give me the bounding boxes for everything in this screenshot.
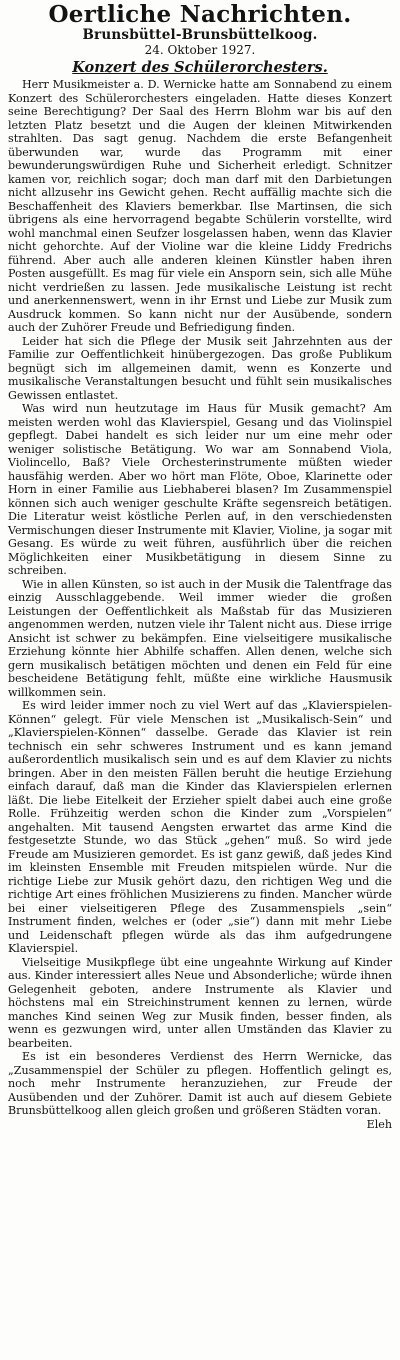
article-paragraph: Es ist ein besonderes Verdienst des Herrn Wernicke, das „Zusammenspiel der Schüler zu pflegen. Hoffentlich gelingt es, noch mehr Instrumente heranzuziehen, zur Freude der Ausübenden und der Zuhörer. Damit ist auch auf diesem Gebiete Brunsbüttelkoog allen gleich großen und größeren Städten voran.: [8, 1050, 392, 1117]
section-heading: Oertliche Nachrichten.: [48, 1, 352, 28]
date-line: 24. Oktober 1927.: [144, 43, 256, 57]
article-paragraph: Es wird leider immer noch zu viel Wert auf das „Klavierspielen-Können“ gelegt. Für viele Menschen ist „Musikalisch-Sein“ und „Klavierspielen-Können“ dasselbe. Gerade das Klavier ist rein technisch ein sehr schweres Instrument und es kann jemand außerordentlich musikalisch sein und es auf dem Klavier zu nichts bringen. Aber in den meisten Fällen beruht die heutige Erziehung einfach darauf, daß man die Kinder das Klavierspielen erlernen läßt. Die liebe Eitelkeit der Erzieher spielt dabei auch eine große Rolle. Frühzeitig werden schon die Kinder zum „Vorspielen“ angehalten. Mit tausend Aengsten erwartet das arme Kind die festgesetzte Stunde, wo das Stück „gehen“ muß. So wird jede Freude am Musizieren gemordet. Es ist ganz gewiß, daß jedes Kind im kleinsten Ensemble mit Freuden mitspielen würde. Nur die richtige Liebe zur Musik gehört dazu, den richtigen Weg und die richtige Art eines fröhlichen Musizierens zu finden. Mancher würde bei einer vielseitigeren Pflege des Zusammenspiels „sein“ Instrument finden, welches er (oder „sie“) dann mit mehr Liebe und Leidenschaft pflegen würde als das ihm aufgedrungene Klavierspiel.: [8, 699, 392, 955]
place-line: Brunsbüttel-Brunsbüttelkoog.: [82, 27, 318, 43]
article-paragraph: Herr Musikmeister a. D. Wernicke hatte am Sonnabend zu einem Konzert des Schülerorchesters eingeladen. Hatte dieses Konzert seine Berechtigung? Der Saal des Herrn Blohm war bis auf den letzten Platz besetzt und die Augen der kleinen Mitwirkenden strahlten. Das sagt genug. Nachdem die erste Befangenheit überwunden war, wurde das Programm mit einer bewunderungswürdigen Ruhe und Sicherheit erledigt. Schnitzer kamen vor, reichlich sogar; doch man darf mit den Darbietungen nicht allzusehr ins Gewicht gehen. Recht auffällig machte sich die Beschaffenheit des Klaviers bemerkbar. Ilse Martinsen, die sich übrigens als eine hervorragend begabte Schülerin vorstellte, wird wohl manchmal einen Seufzer losgelassen haben, wenn das Klavier nicht gehorchte. Auf der Violine war die kleine Liddy Fredrichs führend. Aber auch alle anderen kleinen Künstler haben ihren Posten ausgefüllt. Es mag für viele ein Ansporn sein, sich alle Mühe nicht verdrießen zu lassen. Jede musikalische Leistung ist recht und anerkennenswert, wenn in ihr Ernst und Liebe zur Musik zum Ausdruck kommen. So kann nicht nur der Ausübende, sondern auch der Zuhörer Freude und Befriedigung finden.: [8, 78, 392, 334]
article-body: [8, 78, 392, 1118]
article-paragraph: Vielseitige Musikpflege übt eine ungeahnte Wirkung auf Kinder aus. Kinder interessiert alles Neue und Absonderliche; würde ihnen Gelegenheit geboten, andere Instrumente als Klavier und höchstens mal ein Streichinstrument kennen zu lernen, würde manches Kind seinen Weg zur Musik finden, besser finden, als wenn es gezwungen wird, unter allen Umständen das Klavier zu bearbeiten.: [8, 955, 392, 1050]
article-title: Konzert des Schülerorchesters.: [72, 59, 328, 76]
article-paragraph: Leider hat sich die Pflege der Musik seit Jahrzehnten aus der Familie zur Oeffentlichkeit hinübergezogen. Das große Publikum begnügt sich im allgemeinen damit, wenn es Konzerte und musikalische Veranstaltungen besucht und fühlt sein musikalisches Gewissen entlastet.: [8, 334, 392, 402]
article-paragraph: Wie in allen Künsten, so ist auch in der Musik die Talentfrage das einzig Ausschlaggebende. Weil immer wieder die großen Leistungen der Oeffentlichkeit als Maßstab für das Musizieren angenommen werden, nutzen viele ihr Talent nicht aus. Diese irrige Ansicht ist schwer zu bekämpfen. Eine vielseitigere musikalische Erziehung könnte hier Abhilfe schaffen. Allen denen, welche sich gern musikalisch betätigen möchten und denen ein Feld für eine bescheidene Betätigung fehlt, müßte eine wirkliche Hausmusik willkommen sein.: [8, 577, 392, 699]
newspaper-column: [8, 0, 392, 1131]
author-signature: Eleh: [366, 1117, 392, 1131]
article-paragraph: Was wird nun heutzutage im Haus für Musik gemacht? Am meisten werden wohl das Klavierspiel, Gesang und das Violinspiel gepflegt. Dabei handelt es sich leider nur um eine mehr oder weniger solistische Betätigung. Wo war am Sonnabend Viola, Violincello, Baß? Viele Orchesterinstrumente müßten wieder hausfähig werden. Aber wo hört man Flöte, Oboe, Klarinette oder Horn in einer Familie aus Liebhaberei blasen? Im Zusammenspiel können sich auch weniger geschulte Kräfte segensreich betätigen. Die Literatur weist köstliche Perlen auf, in den verschiedensten Vermischungen dieser Instrumente mit Klavier, Violine, ja sogar mit Gesang. Es würde zu weit führen, ausführlich über die reichen Möglichkeiten einer Musikbetätigung in diesem Sinne zu schreiben.: [8, 402, 392, 577]
